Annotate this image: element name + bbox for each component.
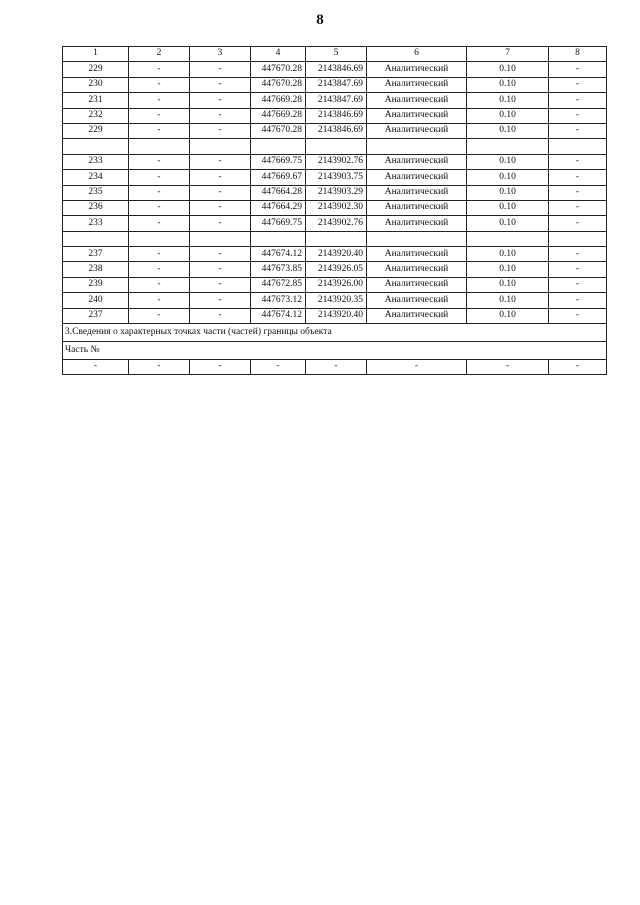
table-cell: -: [549, 262, 607, 277]
table-cell: -: [190, 62, 251, 77]
table-cell: -: [129, 200, 190, 215]
empty-separator-row: [63, 139, 607, 154]
table-cell: 447669.28: [251, 93, 306, 108]
table-row: [63, 77, 607, 92]
table-cell: 237: [63, 247, 129, 262]
table-row: [63, 108, 607, 123]
table-cell: 240: [63, 293, 129, 308]
table-cell: Аналитический: [367, 293, 467, 308]
table-cell: -: [129, 185, 190, 200]
table-cell: -: [549, 108, 607, 123]
table-cell: 238: [63, 262, 129, 277]
table-cell: 447670.28: [251, 77, 306, 92]
table-cell: 2143902.76: [306, 216, 367, 231]
table-cell: 447669.75: [251, 216, 306, 231]
table-cell: -: [129, 216, 190, 231]
table-cell: 229: [63, 62, 129, 77]
table-row: [63, 262, 607, 277]
table-cell: 447669.28: [251, 108, 306, 123]
table-cell: -: [129, 77, 190, 92]
table-cell: -: [549, 185, 607, 200]
empty-cell: [367, 231, 467, 246]
table-cell: -: [129, 108, 190, 123]
table-cell: -: [190, 123, 251, 138]
table-cell: 2143846.69: [306, 62, 367, 77]
table-cell: -: [190, 77, 251, 92]
column-number-cell: 3: [190, 47, 251, 62]
table-cell: 235: [63, 185, 129, 200]
table-cell: -: [190, 93, 251, 108]
table-cell: 2143903.75: [306, 170, 367, 185]
table-row: [63, 93, 607, 108]
empty-cell: [367, 139, 467, 154]
table-cell: Аналитический: [367, 170, 467, 185]
table-cell: Аналитический: [367, 216, 467, 231]
table-row: [63, 247, 607, 262]
table-cell: 232: [63, 108, 129, 123]
table-cell: 2143920.35: [306, 293, 367, 308]
column-number-cell: 4: [251, 47, 306, 62]
table-cell: 2143902.30: [306, 200, 367, 215]
table-cell: 447673.12: [251, 293, 306, 308]
table-cell: -: [549, 154, 607, 169]
coordinates-table: [62, 46, 607, 375]
table-cell: -: [549, 293, 607, 308]
table-cell: 0.10: [467, 170, 549, 185]
table-cell: -: [367, 360, 467, 375]
table-cell: 0.10: [467, 308, 549, 323]
empty-cell: [306, 231, 367, 246]
table-cell: Аналитический: [367, 108, 467, 123]
table-cell: 236: [63, 200, 129, 215]
table-cell: -: [190, 277, 251, 292]
empty-cell: [467, 139, 549, 154]
empty-cell: [190, 231, 251, 246]
table-cell: -: [190, 185, 251, 200]
table-row: [63, 154, 607, 169]
table-cell: 447673.85: [251, 262, 306, 277]
table-cell: -: [129, 277, 190, 292]
part-values-row: [63, 360, 607, 375]
table-cell: -: [190, 262, 251, 277]
table-row: [63, 216, 607, 231]
column-number-cell: 5: [306, 47, 367, 62]
table-cell: -: [549, 170, 607, 185]
table-cell: 447670.28: [251, 123, 306, 138]
table-cell: 447669.75: [251, 154, 306, 169]
page-number: 8: [316, 12, 324, 28]
table-cell: 2143847.69: [306, 93, 367, 108]
empty-cell: [549, 231, 607, 246]
section-title-row: [63, 324, 607, 342]
table-cell: -: [190, 108, 251, 123]
table-cell: -: [129, 293, 190, 308]
empty-cell: [190, 139, 251, 154]
table-cell: 2143847.69: [306, 77, 367, 92]
table-cell: Аналитический: [367, 262, 467, 277]
table-cell: 447664.29: [251, 200, 306, 215]
table-cell: -: [190, 247, 251, 262]
table-cell: -: [549, 200, 607, 215]
table-cell: Аналитический: [367, 185, 467, 200]
table-cell: -: [129, 62, 190, 77]
table-cell: 0.10: [467, 247, 549, 262]
table-cell: -: [190, 170, 251, 185]
table-cell: 2143903.29: [306, 185, 367, 200]
table-cell: 239: [63, 277, 129, 292]
table-cell: 2143926.05: [306, 262, 367, 277]
empty-cell: [467, 231, 549, 246]
table-cell: Аналитический: [367, 247, 467, 262]
table-cell: Аналитический: [367, 200, 467, 215]
table-cell: Аналитический: [367, 277, 467, 292]
table-cell: 233: [63, 216, 129, 231]
table-cell: -: [306, 360, 367, 375]
table-cell: -: [190, 216, 251, 231]
table-cell: -: [129, 93, 190, 108]
table-cell: -: [549, 77, 607, 92]
table-row: [63, 185, 607, 200]
column-number-cell: 2: [129, 47, 190, 62]
table-cell: 0.10: [467, 154, 549, 169]
table-cell: -: [549, 308, 607, 323]
section-title: 3.Сведения о характерных точках части (частей) границы объекта: [63, 324, 607, 342]
table-cell: -: [129, 360, 190, 375]
table-cell: -: [549, 93, 607, 108]
column-number-cell: 1: [63, 47, 129, 62]
table-cell: -: [549, 277, 607, 292]
table-cell: 0.10: [467, 62, 549, 77]
part-label: Часть №: [63, 342, 607, 360]
table-cell: Аналитический: [367, 308, 467, 323]
table-cell: -: [63, 360, 129, 375]
table-cell: 0.10: [467, 93, 549, 108]
table-cell: -: [190, 200, 251, 215]
empty-cell: [306, 139, 367, 154]
table-cell: 447672.85: [251, 277, 306, 292]
table-cell: 237: [63, 308, 129, 323]
table-cell: Аналитический: [367, 77, 467, 92]
table-cell: -: [129, 154, 190, 169]
table-cell: -: [549, 62, 607, 77]
table-cell: 2143920.40: [306, 308, 367, 323]
table-cell: -: [190, 308, 251, 323]
table-cell: 0.10: [467, 216, 549, 231]
table-cell: -: [129, 308, 190, 323]
table-cell: -: [251, 360, 306, 375]
column-number-row: [63, 47, 607, 62]
table-row: [63, 123, 607, 138]
table-cell: -: [549, 247, 607, 262]
table-cell: 0.10: [467, 200, 549, 215]
empty-cell: [63, 139, 129, 154]
table-cell: -: [467, 360, 549, 375]
table-cell: 2143926.00: [306, 277, 367, 292]
table-cell: -: [549, 360, 607, 375]
empty-cell: [549, 139, 607, 154]
table-cell: -: [129, 123, 190, 138]
table-body: [63, 47, 607, 375]
table-cell: 230: [63, 77, 129, 92]
table-cell: 234: [63, 170, 129, 185]
table-cell: 229: [63, 123, 129, 138]
table-cell: 0.10: [467, 123, 549, 138]
empty-cell: [251, 231, 306, 246]
table-cell: -: [129, 262, 190, 277]
table-row: [63, 277, 607, 292]
table-cell: 447670.28: [251, 62, 306, 77]
table-cell: 231: [63, 93, 129, 108]
table-cell: 447669.67: [251, 170, 306, 185]
empty-cell: [251, 139, 306, 154]
table-row: [63, 200, 607, 215]
table-cell: 0.10: [467, 262, 549, 277]
table-cell: -: [190, 360, 251, 375]
table-cell: -: [549, 216, 607, 231]
column-number-cell: 7: [467, 47, 549, 62]
column-number-cell: 6: [367, 47, 467, 62]
table-row: [63, 170, 607, 185]
empty-cell: [63, 231, 129, 246]
table-row: [63, 308, 607, 323]
empty-cell: [129, 231, 190, 246]
empty-cell: [129, 139, 190, 154]
table-cell: 2143902.76: [306, 154, 367, 169]
part-label-row: [63, 342, 607, 360]
table-cell: 0.10: [467, 277, 549, 292]
table-cell: 2143920.40: [306, 247, 367, 262]
column-number-cell: 8: [549, 47, 607, 62]
table-cell: Аналитический: [367, 62, 467, 77]
table-cell: 2143846.69: [306, 123, 367, 138]
table-cell: -: [190, 154, 251, 169]
table-cell: 0.10: [467, 108, 549, 123]
table-cell: 447674.12: [251, 308, 306, 323]
table-cell: Аналитический: [367, 93, 467, 108]
table-cell: 0.10: [467, 185, 549, 200]
table-cell: -: [129, 170, 190, 185]
table-cell: -: [549, 123, 607, 138]
table-cell: Аналитический: [367, 154, 467, 169]
table-row: [63, 293, 607, 308]
table-cell: 2143846.69: [306, 108, 367, 123]
table-cell: 233: [63, 154, 129, 169]
table-cell: Аналитический: [367, 123, 467, 138]
table-cell: -: [190, 293, 251, 308]
table-cell: 0.10: [467, 293, 549, 308]
table-row: [63, 62, 607, 77]
table-cell: 447664.28: [251, 185, 306, 200]
table-cell: 447674.12: [251, 247, 306, 262]
table-cell: 0.10: [467, 77, 549, 92]
table-cell: -: [129, 247, 190, 262]
empty-separator-row: [63, 231, 607, 246]
